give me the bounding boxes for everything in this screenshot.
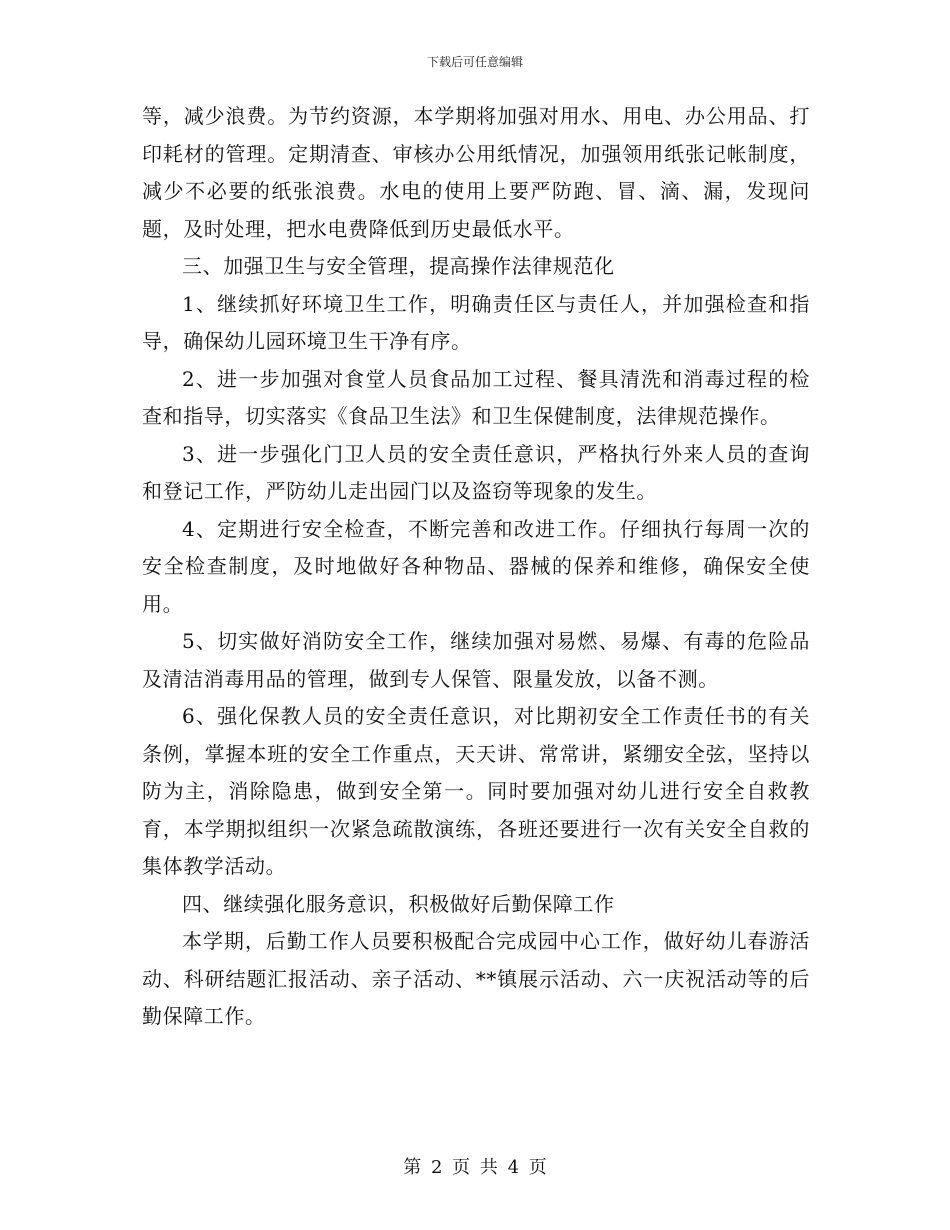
section-heading-service: 四、继续强化服务意识，积极做好后勤保障工作 — [182, 891, 615, 916]
paragraph-service-support: 本学期，后勤工作人员要积极配合完成园中心工作，做好幼儿春游活动、科研结题汇报活动、亲子活动、**镇展示活动、六一庆祝活动等的后勤保障工作。 — [142, 929, 810, 1028]
document-body — [142, 98, 810, 1036]
section-heading-hygiene-safety: 三、加强卫生与安全管理，提高操作法律规范化 — [182, 254, 615, 278]
paragraph-item-6: 6、强化保教人员的安全责任意识，对比期初安全工作责任书的有关条例，掌握本班的安全工作重点，天天讲、常常讲，紧绷安全弦，坚持以防为主，消除隐患，做到安全第一。同时要加强对幼儿进行安全自救教育，本学期拟组织一次紧急疏散演练，各班还要进行一次有关安全自救的集体教学活动。 — [142, 704, 810, 878]
paragraph-item-3: 3、进一步强化门卫人员的安全责任意识，严格执行外来人员的查询和登记工作，严防幼儿走出园门以及盗窃等现象的发生。 — [142, 441, 810, 503]
paragraph-item-4: 4、定期进行安全检查，不断完善和改进工作。仔细执行每周一次的安全检查制度，及时地做好各种物品、器械的保养和维修，确保安全使用。 — [142, 516, 810, 616]
paragraph-resource-saving: 等，减少浪费。为节约资源，本学期将加强对用水、用电、办公用品、打印耗材的管理。定期清查、审核办公用纸情况，加强领用纸张记帐制度，减少不必要的纸张浪费。水电的使用上要严防跑、冒、滴、漏，发现问题，及时处理，把水电费降低到历史最低水平。 — [142, 104, 810, 241]
paragraph-item-5: 5、切实做好消防安全工作，继续加强对易燃、易爆、有毒的危险品及清洁消毒用品的管理，做到专人保管、限量发放，以备不测。 — [142, 629, 810, 691]
page-header-note: 下载后可任意编辑 — [426, 55, 523, 69]
page-number-footer: 第 2 页 共 4 页 — [403, 1157, 547, 1178]
paragraph-item-2: 2、进一步加强对食堂人员食品加工过程、餐具清洗和消毒过程的检查和指导，切实落实《食品卫生法》和卫生保健制度，法律规范操作。 — [142, 366, 810, 428]
paragraph-item-1: 1、继续抓好环境卫生工作，明确责任区与责任人，并加强检查和指导，确保幼儿园环境卫生干净有序。 — [142, 291, 810, 353]
